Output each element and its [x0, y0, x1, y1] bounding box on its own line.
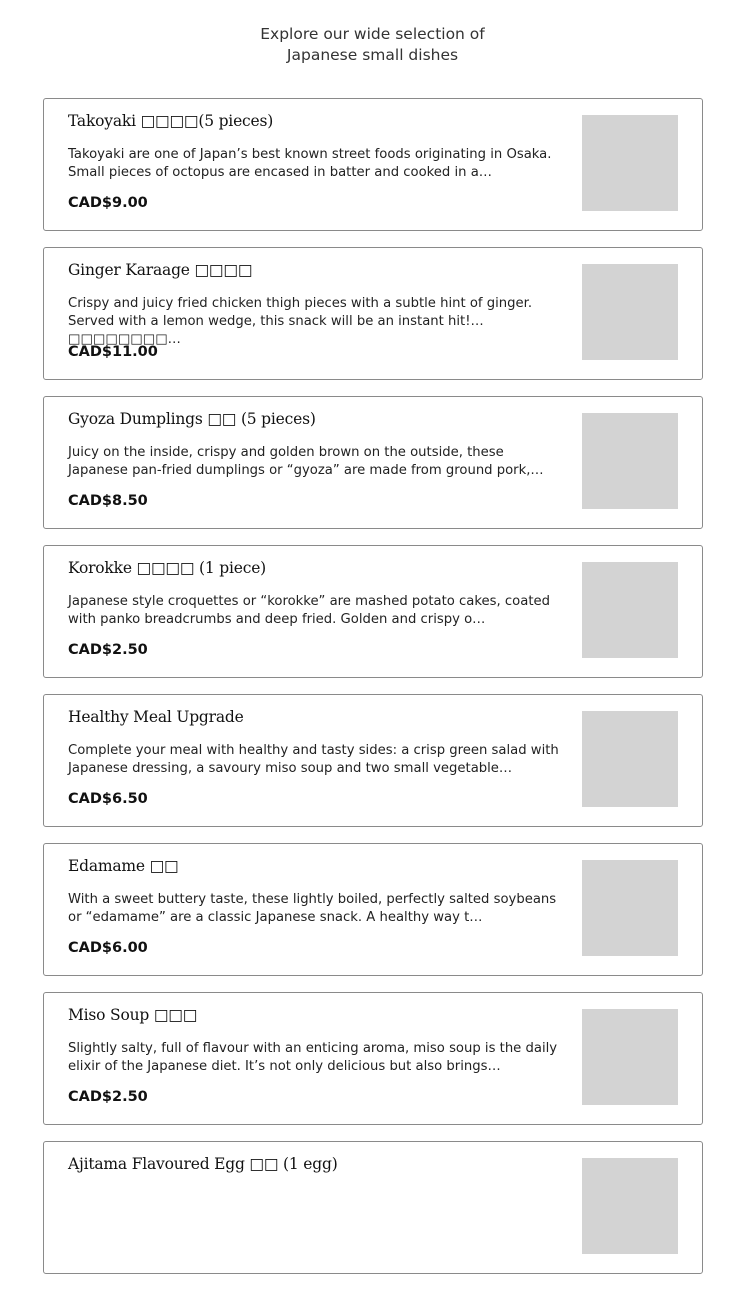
menu-item-price: CAD$2.50 [68, 642, 148, 658]
menu-item-description: Japanese style croquettes or “korokke” are mashed potato cakes, coated with panko breadcrumbs and deep fried. Golden and crispy o… [68, 594, 550, 627]
menu-item-description: Crispy and juicy fried chicken thigh pieces with a subtle hint of ginger. Served with a lemon wedge, this snack will be an instant hit!□□□□□□□□… [68, 296, 533, 347]
menu-item-description: With a sweet buttery taste, these lightly boiled, perfectly salted soybeans or “edamame” are a classic Japanese snack. A healthy way t… [68, 892, 557, 925]
menu-item-title: Gyoza Dumplings □□ (5 pieces) [68, 410, 316, 428]
menu-item-price: CAD$9.00 [68, 195, 148, 211]
menu-item-price: CAD$6.00 [68, 940, 148, 956]
menu-item-image [582, 1158, 678, 1254]
menu-item-image [582, 860, 678, 956]
intro-line-2: Japanese small dishes [286, 46, 459, 64]
menu-item-title: Edamame □□ [68, 857, 179, 875]
menu-item-card[interactable] [43, 396, 703, 529]
menu-item-card[interactable] [43, 247, 703, 380]
menu-item-price: CAD$2.50 [68, 1089, 148, 1105]
menu-item-title: Ginger Karaage □□□□ [68, 261, 253, 279]
menu-item-card[interactable] [43, 992, 703, 1125]
menu-item-price: CAD$11.00 [68, 344, 158, 360]
menu-item-card[interactable] [43, 1141, 703, 1274]
menu-item-title: Healthy Meal Upgrade [68, 708, 244, 726]
menu-item-description: Takoyaki are one of Japan’s best known street foods originating in Osaka. Small pieces of octopus are encased in batter and cooked in a… [68, 147, 552, 180]
menu-item-card[interactable] [43, 694, 703, 827]
menu-item-title: Ajitama Flavoured Egg □□ (1 egg) [68, 1155, 338, 1173]
menu-item-price: CAD$8.50 [68, 493, 148, 509]
menu-item-card[interactable] [43, 98, 703, 231]
menu-item-price: CAD$6.50 [68, 791, 148, 807]
menu-item-image [582, 562, 678, 658]
menu-item-image [582, 413, 678, 509]
menu-item-description: Complete your meal with healthy and tasty sides: a crisp green salad with Japanese dressing, a savoury miso soup and two small vegetable… [68, 743, 559, 776]
menu-item-image [582, 115, 678, 211]
menu-item-description: Slightly salty, full of flavour with an enticing aroma, miso soup is the daily elixir of the Japanese diet. It’s not only delicious but also brings… [68, 1041, 558, 1074]
menu-item-list [43, 98, 703, 1290]
menu-item-card[interactable] [43, 545, 703, 678]
menu-item-description: Juicy on the inside, crispy and golden brown on the outside, these Japanese pan-fried dumplings or “gyoza” are made from ground pork,… [68, 445, 544, 478]
menu-item-image [582, 711, 678, 807]
menu-item-image [582, 264, 678, 360]
section-intro [0, 24, 745, 66]
menu-item-card[interactable] [43, 843, 703, 976]
menu-item-title: Takoyaki □□□□(5 pieces) [68, 112, 274, 130]
menu-item-image [582, 1009, 678, 1105]
menu-item-title: Korokke □□□□ (1 piece) [68, 559, 267, 577]
intro-line-1: Explore our wide selection of [260, 25, 485, 43]
menu-item-title: Miso Soup □□□ [68, 1006, 198, 1024]
